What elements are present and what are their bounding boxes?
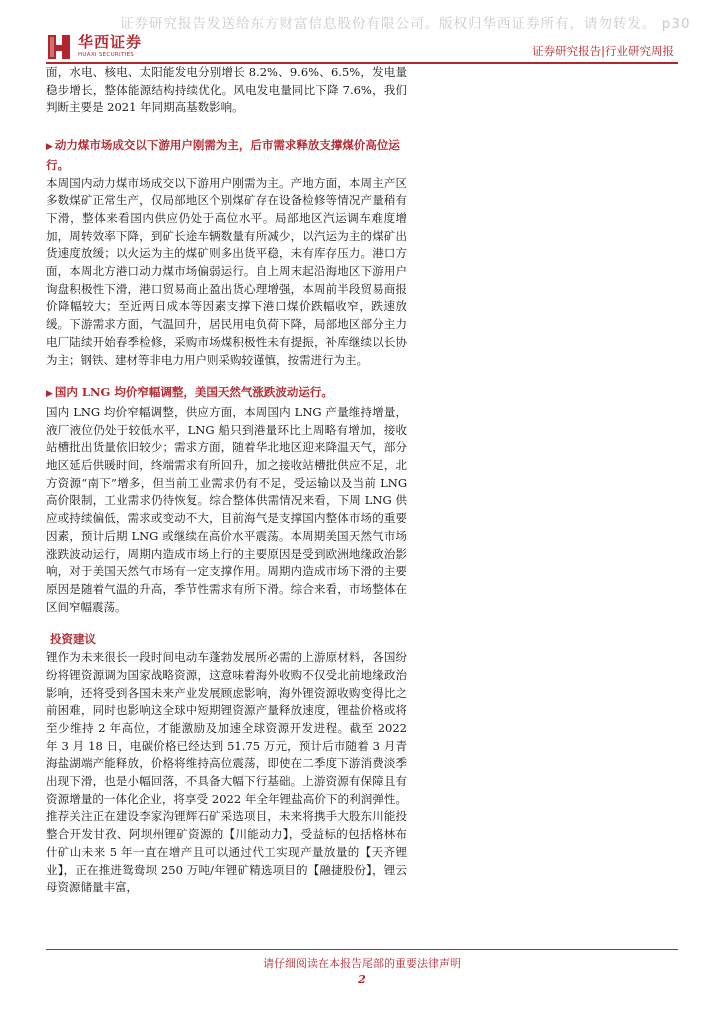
section-coal-title [46,137,407,174]
section-investment-paragraph: 锂作为未来很长一段时间电动车蓬勃发展所必需的上游原材料，各国纷纷将锂资源调为国家战略资源，这意味着海外收购不仅受北前地缘政治影响，还将受到各国未来产业发展顾虑影响，海外锂资源收购变得比之前困难，同时也影响这全球中短期锂资源产量释放速度，锂盐价格或将至少维持 2 年高位，才能激励及加速全球资源开发进程。截至 2022 年 3 月 18 日，电碳价格已经达到 51.75 万元，预计后市随着 3 月青海盐湖端产能释放，价格将维持高位震荡，即使在二季度下游消费淡季出现下滑，也是小幅回落，不具备大幅下行基础。上游资源有保障且有资源增量的一体化企业，将享受 2022 年全年锂盐高价下的利润弹性。推荐关注正在建设李家沟锂辉石矿采选项目，未来将携手大股东川能投整合开发甘孜、阿坝州锂矿资源的【川能动力】，受益标的包括格林布什矿山未来 5 年一直在增产且可以通过代工实现产量放量的【天齐锂业】，正在推进鸳鸯坝 250 万吨/年锂矿精选项目的【融捷股份】，锂云母资源储量丰富， [46,650,407,895]
footer-disclaimer: 请仔细阅读在本报告尾部的重要法律声明 [263,957,461,970]
section-coal-paragraph: 本周国内动力煤市场成交以下游用户刚需为主。产地方面，本周主产区多数煤矿正常生产，仅局部地区个别煤矿存在设备检修等情况产量稍有下滑，整体来看国内供应仍处于高位水平。局部地区汽运调车难度增加，周转效率下降，到矿长途车辆数量有所减少，以汽运为主的煤矿出货速度放缓；以火运为主的煤矿则多出货平稳，未有库存压力。港口方面，本周北方港口动力煤市场偏弱运行。自上周末起沿海地区下游用户询盘积极性下滑，港口贸易商止盈出货心理增强，本周前半段贸易商报价降幅较大；至近两日成本等因素支撑下港口煤价跌幅收窄，跌速放缓。下游需求方面，气温回升，居民用电负荷下降，局部地区部分主力电厂陆续开始春季检修，采购市场煤积极性未有提振，补库继续以长协为主；钢铁、建材等非电力用户则采购较谨慎，按需进行为主。 [46,175,407,367]
section-investment-title: 投资建议 [50,632,96,647]
section-coal-title-text: 动力煤市场成交以下游用户刚需为主，后市需求释放支撑煤价高位运行。 [46,138,400,172]
triangle-right-icon: ▶ [46,389,53,400]
page-number: 2 [358,973,366,986]
report-type-label: 证券研究报告|行业研究周报 [532,44,674,58]
triangle-right-icon: ▶ [46,142,53,153]
company-logo [46,32,142,62]
footer-divider [46,949,678,950]
huaxi-logo-icon [46,33,72,61]
section-lng-title [46,384,407,404]
watermark-text: 证券研究报告发送给东方财富信息股份有限公司。版权归华西证券所有，请勿转发。 p30 [120,16,691,32]
report-body [46,64,407,897]
intro-paragraph: 面，水电、核电、太阳能发电分别增长 8.2%、9.6%、6.5%，发电量稳步增长，整体能源结构持续优化。风电发电量同比下降 7.6%，我们判断主要是 2021 年同期高基数影响。 [46,65,407,115]
section-lng-paragraph: 国内 LNG 均价窄幅调整，供应方面，本周国内 LNG 产量维持增量，液厂液位仍处于较低水平，LNG 船只到港量环比上周略有增加，接收站槽批出货量依旧较少；需求方面，随着华北地区迎来降温天气，部分地区延后供暖时间，终端需求有所回升，加之接收站槽批供应不足，北方资源“南下”增多，但当前工业需求仍有不足，受运输以及当前 LNG 高价限制，工业需求仍待恢复。综合整体供需情况来看，下周 LNG 供应或持续偏低，需求或变动不大，目前海气是支撑国内整体市场的重要因素，预计后期 LNG 或继续在高价水平震荡。本周期美国天然气市场涨跌波动运行，周期内造成市场上行的主要原因是受到欧洲地缘政治影响，对于美国天然气市场有一定支撑作用。周期内造成市场下滑的主要原因是随着气温的升高，季节性需求有所下滑。综合来看，市场整体在区间窄幅震荡。 [46,404,407,614]
section-lng-title-text: 国内 LNG 均价窄幅调整，美国天然气涨跌波动运行。 [54,385,333,400]
logo-english-name: HUAXI SECURITIES [78,52,135,59]
logo-chinese-name: 华西证券 [78,33,143,52]
